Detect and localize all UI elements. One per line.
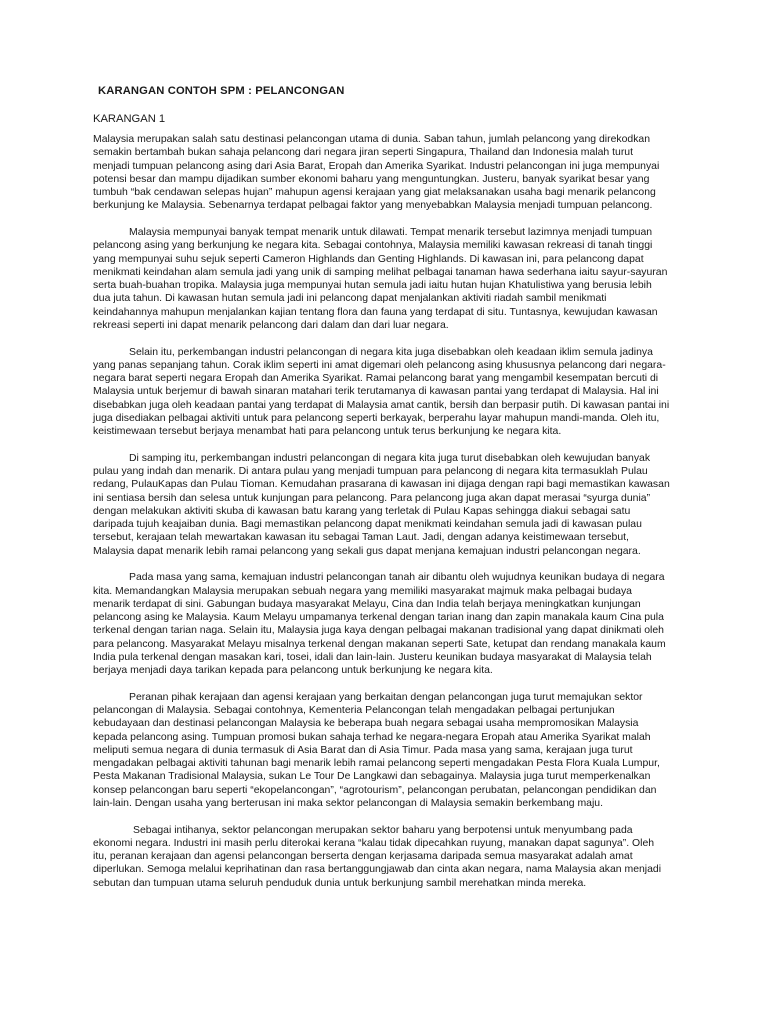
document-page xyxy=(93,84,670,903)
section-label: KARANGAN 1 xyxy=(93,113,166,125)
paragraph-pulau: Di samping itu, perkembangan industri pelancongan di negara kita juga turut disebabkan oleh kewujudan banyak pulau yang indah dan menarik. Di antara pulau yang menjadi tumpuan para pelancong di negara kita termasuklah Pulau redang, PulauKapas dan Pulau Tioman. Kemudahan prasarana di kawasan ini dijaga dengan rapi bagi memastikan kawasan ini sentiasa bersih dan selesa untuk kunjungan para pelancong. Para pelancong juga akan dapat merasai “syurga dunia” dengan melakukan aktiviti skuba di kawasan batu karang yang terletak di Pulau Kapas sehingga diakui sebagai satu daripada tujuh keajaiban dunia. Bagi memastikan pelancong dapat menikmati keindahan semula jadi di kawasan pulau tersebut, kerajaan telah mewartakan kawasan itu sebagai Taman Laut. Jadi, dengan adanya keistimewaan tersebut, Malaysia dapat menarik lebih ramai pelancong yang sekali gus dapat menjana kemajuan industri pelancongan negara. xyxy=(93,452,670,557)
paragraph-iklim: Selain itu, perkembangan industri pelancongan di negara kita juga disebabkan oleh keadaan iklim semula jadinya yang panas sepanjang tahun. Corak iklim seperti ini amat digemari oleh pelancong asing khususnya pelancong dari negara-negara barat seperti negara Eropah dan Amerika Syarikat. Ramai pelancong barat yang mengambil kesempatan bercuti di Malaysia untuk berjemur di bawah sinaran matahari terik terutamanya di kawasan pantai yang terdapat di Malaysia. Hal ini disebabkan juga oleh keadaan pantai yang terdapat di Malaysia amat cantik, bersih dan berpasir putih. Di kawasan pantai ini juga disediakan pelbagai aktiviti untuk para pelancong seperti berkayak, berperahu layar mahupun mandi-manda. Oleh itu, keistimewaan tersebut berjaya menambat hati para pelancong untuk terus berkunjung ke negara kita. xyxy=(93,346,670,437)
paragraph-budaya: Pada masa yang sama, kemajuan industri pelancongan tanah air dibantu oleh wujudnya keunikan budaya di negara kita. Memandangkan Malaysia merupakan sebuah negara yang memiliki masyarakat majmuk maka pelbagai budaya menarik terdapat di sini. Gabungan budaya masyarakat Melayu, Cina dan India telah berjaya meningkatkan kunjungan pelancong asing ke Malaysia. Kaum Melayu umpamanya terkenal dengan tarian inang dan zapin manakala kaum Cina pula terkenal dengan tarian naga. Selain itu, Malaysia juga kaya dengan pelbagai makanan tradisional yang dapat dinikmati oleh para pelancong. Masyarakat Melayu misalnya terkenal dengan makanan seperti Sate, ketupat dan rendang manakala kaum India pula terkenal dengan masakan kari, tosei, idali dan lain-lain. Justeru keunikan budaya masyarakat di Malaysia telah berjaya menjadi daya tarikan kepada para pelancong untuk berkunjung ke negara kita. xyxy=(93,572,666,676)
document-title: KARANGAN CONTOH SPM : PELANCONGAN xyxy=(98,85,345,97)
paragraph-kesimpulan: Sebagai intihanya, sektor pelancongan merupakan sektor baharu yang berpotensi untuk menyumbang pada ekonomi negara. Industri ini masih perlu diterokai kerana “kalau tidak dipecahkan ruyung, manakan dapat sagunya”. Oleh itu, peranan kerajaan dan agensi pelancongan berserta dengan kerjasama daripada semua masyarakat adalah amat diperlukan. Semoga melalui keprihatinan dan rasa bertanggungjawab dan cinta akan negara, nama Malaysia akan menjadi sebutan dan tumpuan utama seluruh penduduk dunia untuk berkunjung sambil merehatkan minda mereka. xyxy=(93,824,662,889)
paragraph-intro: Malaysia merupakan salah satu destinasi pelancongan utama di dunia. Saban tahun, jumlah pelancong yang direkodkan semakin bertambah bukan sahaja pelancong dari negara jiran seperti Singapura, Thailand dan Indonesia malah turut menjadi tumpuan pelancong asing dari Asia Barat, Eropah dan Amerika Syarikat. Industri pelancongan ini juga mempunyai potensi besar dan mampu dijadikan sumber ekonomi baharu yang menguntungkan. Justeru, banyak syarikat besar yang tumbuh “bak cendawan selepas hujan” mahupun agensi kerajaan yang giat melaksanakan usaha bagi menarik pelancong berkunjung ke Malaysia. Sebenarnya terdapat pelbagai faktor yang menyebabkan Malaysia menjadi tumpuan pelancong. xyxy=(93,134,660,212)
paragraph-tempat-menarik: Malaysia mempunyai banyak tempat menarik untuk dilawati. Tempat menarik tersebut lazimnya menjadi tumpuan pelancong asing yang berkunjung ke negara kita. Sebagai contohnya, Malaysia memiliki kawasan rekreasi di tanah tinggi yang mempunyai suhu sejuk seperti Cameron Highlands dan Genting Highlands. Di kawasan ini, para pelancong dapat menikmati keindahan alam semula jadi yang unik di samping melihat pelbagai tanaman hawa sederhana iaitu sayur-sayuran serta buah-buahan tropika. Malaysia juga mempunyai hutan semula jadi iaitu hutan hujan Khatulistiwa yang berusia lebih dua juta tahun. Di kawasan hutan semula jadi ini pelancong dapat menjalankan aktiviti riadah sambil menikmati keindahannya mahupun menjalankan kajian tentang flora dan fauna yang terdapat di situ. Tuntasnya, kewujudan kawasan rekreasi seperti ini dapat menarik pelancong dari dalam dan dari luar negara. xyxy=(93,227,668,331)
paragraph-kerajaan: Peranan pihak kerajaan dan agensi kerajaan yang berkaitan dengan pelancongan juga turut memajukan sektor pelancongan di Malaysia. Sebagai contohnya, Kementeria Pelancongan telah mengadakan pelbagai pertunjukan kebudayaan dan destinasi pelancongan Malaysia ke beberapa buah negara sebagai usaha mempromosikan Malaysia kepada pelancong asing. Tumpuan promosi bukan sahaja terhad ke negara-negara Eropah atau Amerika Syarikat malah meliputi semua negara di dunia termasuk di Asia Barat dan di Asia Timur. Pada masa yang sama, kerajaan juga turut mengadakan pelbagai aktiviti tahunan bagi menarik lebih ramai pelancong seperti mengadakan Pesta Flora Kuala Lumpur, Pesta Makanan Tradisional Malaysia, sukan Le Tour De Langkawi dan sebagainya. Malaysia juga turut memperkenalkan konsep pelancongan baru seperti “ekopelancongan”, “agrotourism”, pelancongan perubatan, pelancongan pendidikan dan lain-lain. Dengan usaha yang berterusan ini maka sektor pelancongan di Malaysia semakin berkembang maju. xyxy=(93,691,660,809)
